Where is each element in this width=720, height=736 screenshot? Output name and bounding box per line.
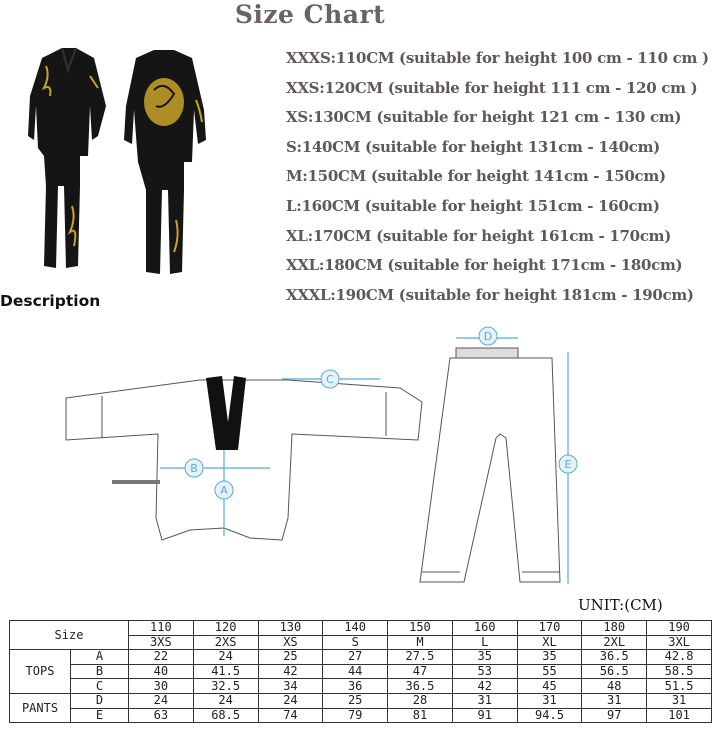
table-cell: 79	[323, 708, 388, 723]
table-cell: 30	[129, 679, 194, 694]
table-cell: 94.5	[517, 708, 582, 723]
row-label: A	[71, 650, 129, 665]
size-code-cell: 3XS	[129, 635, 194, 650]
row-label: E	[71, 708, 129, 723]
table-cell: 47	[388, 664, 453, 679]
height-cell: 190	[647, 621, 712, 636]
table-cell: 58.5	[647, 664, 712, 679]
table-cell: 24	[193, 693, 258, 708]
size-header: Size	[10, 621, 129, 650]
size-line-xxs: XXS:120CM (suitable for height 111 cm - 120 cm )	[286, 78, 698, 97]
table-cell: 97	[582, 708, 647, 723]
table-cell: 53	[452, 664, 517, 679]
marker-d	[479, 327, 497, 345]
table-cell: 42.8	[647, 650, 712, 665]
size-code-cell: 3XL	[647, 635, 712, 650]
table-cell: 32.5	[193, 679, 258, 694]
height-cell: 180	[582, 621, 647, 636]
size-line-xxxl: XXXL:190CM (suitable for height 181cm - 190cm)	[286, 285, 694, 304]
table-cell: 36.5	[582, 650, 647, 665]
table-cell: 56.5	[582, 664, 647, 679]
marker-a-label: A	[220, 484, 228, 497]
table-cell: 27	[323, 650, 388, 665]
marker-b-label: B	[190, 462, 198, 475]
height-cell: 120	[193, 621, 258, 636]
size-code-cell: 2XL	[582, 635, 647, 650]
uniform-front-image	[28, 48, 106, 268]
table-cell: 25	[258, 650, 323, 665]
table-cell: 24	[129, 693, 194, 708]
table-cell: 31	[452, 693, 517, 708]
size-code-cell: L	[452, 635, 517, 650]
size-line-xl: XL:170CM (suitable for height 161cm - 170cm)	[286, 226, 672, 245]
table-cell: 45	[517, 679, 582, 694]
jacket-outline	[66, 380, 422, 540]
height-cell: 170	[517, 621, 582, 636]
table-row	[10, 708, 712, 723]
size-guide-list	[286, 44, 718, 310]
description-heading: Description	[0, 292, 101, 310]
table-cell: 55	[517, 664, 582, 679]
size-code-cell: XL	[517, 635, 582, 650]
uniform-back-image	[124, 50, 206, 274]
height-cell: 160	[452, 621, 517, 636]
table-cell: 31	[517, 693, 582, 708]
size-table	[9, 620, 712, 723]
row-label: D	[71, 693, 129, 708]
size-line-xxxs: XXXS:110CM (suitable for height 100 cm - 110 cm )	[286, 49, 709, 67]
marker-e	[559, 455, 577, 473]
size-line-xxl: XXL:180CM (suitable for height 171cm - 180cm)	[286, 256, 683, 275]
table-cell: 25	[323, 693, 388, 708]
marker-d-label: D	[483, 330, 493, 343]
tops-group-label: TOPS	[10, 650, 71, 694]
table-cell: 24	[193, 650, 258, 665]
row-label: B	[71, 664, 129, 679]
height-cell: 150	[388, 621, 453, 636]
table-cell: 27.5	[388, 650, 453, 665]
table-cell: 36	[323, 679, 388, 694]
table-cell: 31	[647, 693, 712, 708]
table-cell: 44	[323, 664, 388, 679]
height-cell: 130	[258, 621, 323, 636]
table-cell: 48	[582, 679, 647, 694]
table-cell: 42	[258, 664, 323, 679]
table-cell: 35	[517, 650, 582, 665]
height-cell: 110	[129, 621, 194, 636]
table-cell: 35	[452, 650, 517, 665]
height-cell: 140	[323, 621, 388, 636]
size-code-cell: M	[388, 635, 453, 650]
row-label: C	[71, 679, 129, 694]
table-cell: 42	[452, 679, 517, 694]
marker-b	[185, 459, 203, 477]
table-cell: 81	[388, 708, 453, 723]
table-cell: 24	[258, 693, 323, 708]
table-cell: 74	[258, 708, 323, 723]
table-cell: 68.5	[193, 708, 258, 723]
table-cell: 51.5	[647, 679, 712, 694]
table-cell: 31	[582, 693, 647, 708]
table-cell: 91	[452, 708, 517, 723]
pants-outline	[420, 348, 560, 582]
marker-e-label: E	[564, 458, 572, 471]
pants-group-label: PANTS	[10, 693, 71, 722]
table-cell: 40	[129, 664, 194, 679]
table-row	[10, 650, 712, 665]
table-cell: 63	[129, 708, 194, 723]
table-row	[10, 621, 712, 636]
table-row	[10, 679, 712, 694]
marker-a	[215, 481, 233, 499]
table-cell: 22	[129, 650, 194, 665]
product-photo	[28, 36, 214, 284]
size-line-s: S:140CM (suitable for height 131cm - 140cm)	[286, 137, 660, 156]
table-row	[10, 664, 712, 679]
unit-label: UNIT:(CM)	[578, 596, 663, 614]
table-cell: 34	[258, 679, 323, 694]
size-code-cell: XS	[258, 635, 323, 650]
size-code-cell: S	[323, 635, 388, 650]
measurement-diagram	[60, 318, 660, 598]
table-cell: 41.5	[193, 664, 258, 679]
table-row	[10, 693, 712, 708]
page-title: Size Chart	[234, 0, 386, 29]
marker-c	[321, 370, 339, 388]
table-cell: 101	[647, 708, 712, 723]
size-line-l: L:160CM (suitable for height 151cm - 160cm)	[286, 196, 660, 215]
size-line-m: M:150CM (suitable for height 141cm - 150cm)	[286, 167, 666, 186]
size-code-cell: 2XS	[193, 635, 258, 650]
marker-c-label: C	[326, 373, 334, 386]
size-line-xs: XS:130CM (suitable for height 121 cm - 130 cm)	[286, 108, 682, 127]
table-cell: 28	[388, 693, 453, 708]
table-cell: 36.5	[388, 679, 453, 694]
